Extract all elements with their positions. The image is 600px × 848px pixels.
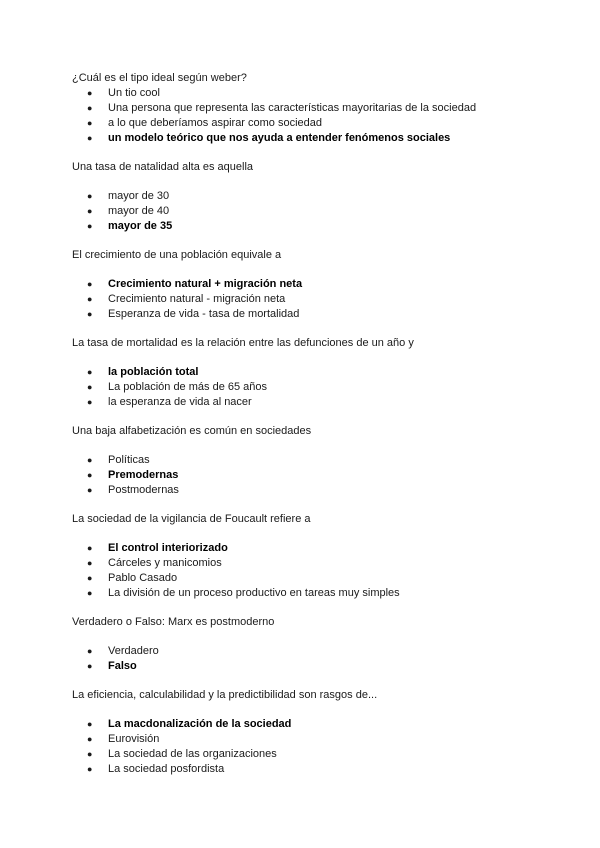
answer-text: Una persona que representa las características mayoritarias de la sociedad <box>108 102 477 114</box>
answer-text: Premodernas <box>108 469 179 481</box>
bullet-icon: ● <box>87 118 93 128</box>
answer-list <box>72 189 560 234</box>
answer-item <box>72 189 560 204</box>
answer-item-correct <box>72 717 560 732</box>
bullet-icon: ● <box>87 309 93 319</box>
answer-text: Políticas <box>108 454 150 466</box>
answer-text: La sociedad de las organizaciones <box>108 748 277 760</box>
bullet-icon: ● <box>87 749 93 759</box>
answer-text: mayor de 35 <box>108 220 173 232</box>
answer-item <box>72 86 560 101</box>
question-text: La tasa de mortalidad es la relación entre las defunciones de un año y <box>72 337 414 349</box>
question-text: Una baja alfabetización es común en sociedades <box>72 425 312 437</box>
answer-text: Crecimiento natural - migración neta <box>108 293 286 305</box>
answer-list <box>72 86 560 146</box>
answer-item-correct <box>72 365 560 380</box>
bullet-icon: ● <box>87 764 93 774</box>
answer-list <box>72 365 560 410</box>
answer-text: Falso <box>108 660 137 672</box>
answer-text: Esperanza de vida - tasa de mortalidad <box>108 308 300 320</box>
answer-item <box>72 307 560 322</box>
answer-item <box>72 586 560 601</box>
answer-item-correct <box>72 659 560 674</box>
answer-text: Crecimiento natural + migración neta <box>108 278 303 290</box>
answer-item <box>72 395 560 410</box>
answer-item <box>72 101 560 116</box>
bullet-icon: ● <box>87 397 93 407</box>
answer-item <box>72 571 560 586</box>
question-text: Una tasa de natalidad alta es aquella <box>72 161 254 173</box>
question-block-5 <box>72 424 560 498</box>
answer-text: La sociedad posfordista <box>108 763 225 775</box>
answer-text: Verdadero <box>108 645 159 657</box>
answer-text: Postmodernas <box>108 484 179 496</box>
bullet-icon: ● <box>87 573 93 583</box>
answer-item <box>72 380 560 395</box>
answer-item-correct <box>72 131 560 146</box>
bullet-icon: ● <box>87 470 93 480</box>
answer-text: Cárceles y manicomios <box>108 557 222 569</box>
bullet-icon: ● <box>87 367 93 377</box>
answer-list <box>72 717 560 777</box>
bullet-icon: ● <box>87 103 93 113</box>
answer-item <box>72 204 560 219</box>
bullet-icon: ● <box>87 206 93 216</box>
question-text: La eficiencia, calculabilidad y la predictibilidad son rasgos de... <box>72 689 378 701</box>
bullet-icon: ● <box>87 588 93 598</box>
bullet-icon: ● <box>87 382 93 392</box>
answer-item <box>72 644 560 659</box>
answer-item <box>72 116 560 131</box>
question-text: La sociedad de la vigilancia de Foucault refiere a <box>72 513 311 525</box>
question-block-7 <box>72 615 560 674</box>
answer-item <box>72 747 560 762</box>
bullet-icon: ● <box>87 221 93 231</box>
answer-list <box>72 453 560 498</box>
question-text: El crecimiento de una población equivale a <box>72 249 282 261</box>
answer-text: la población total <box>108 366 199 378</box>
answer-text: Pablo Casado <box>108 572 178 584</box>
bullet-icon: ● <box>87 646 93 656</box>
answer-text: mayor de 30 <box>108 190 170 202</box>
question-text: Verdadero o Falso: Marx es postmoderno <box>72 616 275 628</box>
answer-text: Eurovisión <box>108 733 160 745</box>
answer-text: mayor de 40 <box>108 205 170 217</box>
answer-item-correct <box>72 468 560 483</box>
answer-text: un modelo teórico que nos ayuda a entender fenómenos sociales <box>108 132 451 144</box>
answer-item-correct <box>72 541 560 556</box>
answer-list <box>72 644 560 674</box>
bullet-icon: ● <box>87 558 93 568</box>
bullet-icon: ● <box>87 133 93 143</box>
answer-item <box>72 732 560 747</box>
bullet-icon: ● <box>87 279 93 289</box>
answer-list <box>72 277 560 322</box>
question-block-1 <box>72 71 560 146</box>
question-block-2 <box>72 160 560 234</box>
bullet-icon: ● <box>87 455 93 465</box>
answer-text: La división de un proceso productivo en tareas muy simples <box>108 587 400 599</box>
question-text: ¿Cuál es el tipo ideal según weber? <box>72 72 247 84</box>
bullet-icon: ● <box>87 734 93 744</box>
answer-item <box>72 762 560 777</box>
answer-text: a lo que deberíamos aspirar como sociedad <box>108 117 323 129</box>
bullet-icon: ● <box>87 543 93 553</box>
bullet-icon: ● <box>87 88 93 98</box>
answer-item-correct <box>72 219 560 234</box>
answer-list <box>72 541 560 601</box>
answer-item-correct <box>72 277 560 292</box>
bullet-icon: ● <box>87 485 93 495</box>
answer-item <box>72 453 560 468</box>
question-block-3 <box>72 248 560 322</box>
answer-text: La población de más de 65 años <box>108 381 268 393</box>
question-block-8 <box>72 688 560 777</box>
answer-text: la esperanza de vida al nacer <box>108 396 252 408</box>
bullet-icon: ● <box>87 719 93 729</box>
answer-text: La macdonalización de la sociedad <box>108 718 292 730</box>
answer-item <box>72 292 560 307</box>
answer-text: Un tio cool <box>108 87 160 99</box>
bullet-icon: ● <box>87 191 93 201</box>
answer-text: El control interiorizado <box>108 542 228 554</box>
answer-item <box>72 556 560 571</box>
answer-item <box>72 483 560 498</box>
bullet-icon: ● <box>87 294 93 304</box>
question-block-6 <box>72 512 560 601</box>
bullet-icon: ● <box>87 661 93 671</box>
question-block-4 <box>72 336 560 410</box>
